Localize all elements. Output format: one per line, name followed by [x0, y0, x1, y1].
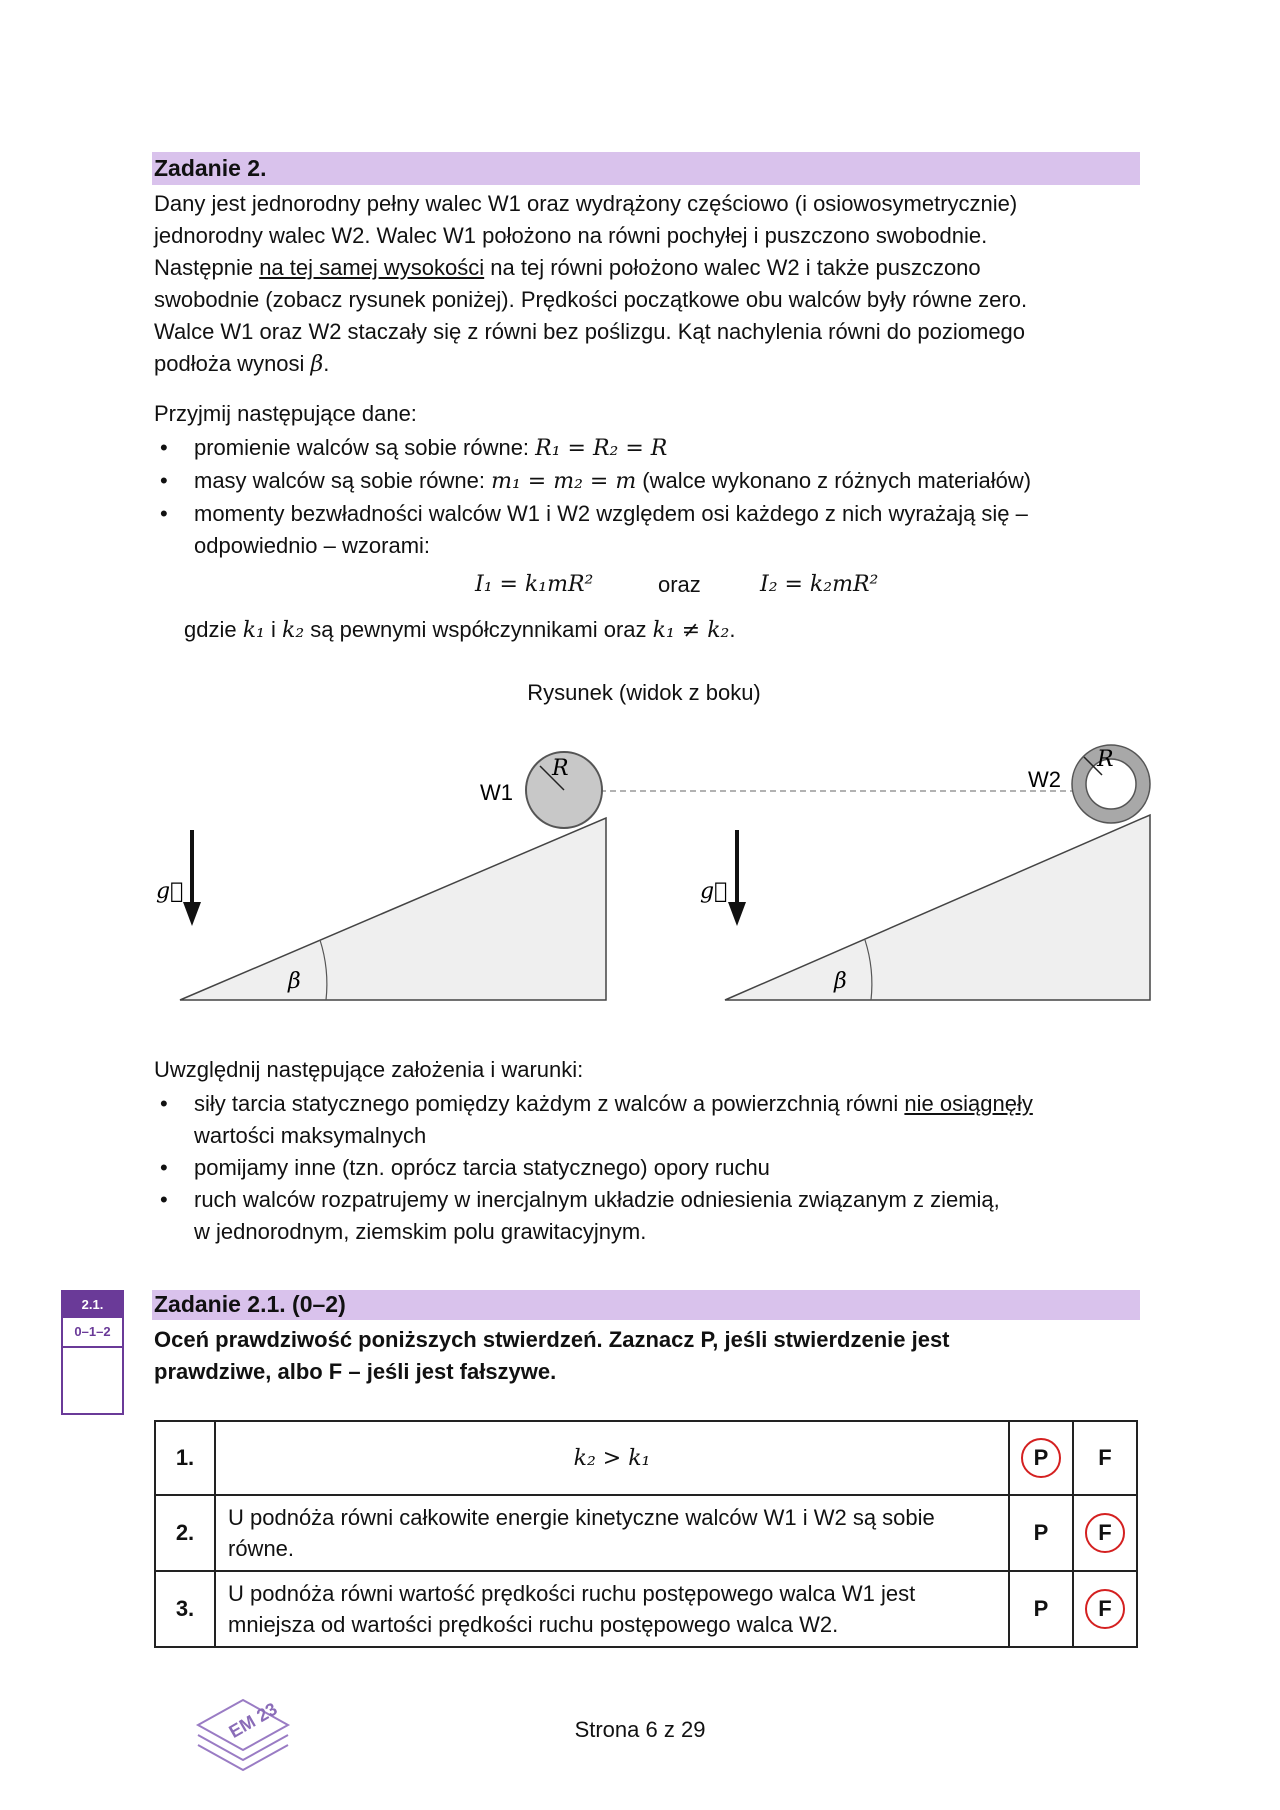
row-number: 2. — [155, 1495, 215, 1571]
list-item: • ruch walców rozpatrujemy w inercjalnym układzie odniesienia związanym z ziemią, w jednorodnym, ziemskim polu grawitacyjnym. — [154, 1184, 1134, 1248]
angle-label-right: β — [834, 969, 847, 994]
gravity-arrowhead-right — [728, 902, 746, 926]
figure-caption: Rysunek (widok z boku) — [527, 680, 761, 705]
statement-text: U podnóża równi całkowite energie kinetyczne walców W1 i W2 są sobie równe. — [228, 1505, 935, 1561]
option-p[interactable]: P — [1009, 1571, 1073, 1647]
list-item: • pomijamy inne (tzn. oprócz tarcia statycznego) opory ruchu — [154, 1152, 1134, 1184]
where-line: gdzie k₁ i k₂ są pewnymi współczynnikami oraz k₁ ≠ k₂. — [184, 617, 736, 643]
data-list — [154, 432, 1114, 562]
list-item: • momenty bezwładności walców W1 i W2 względem osi każdego z nich wyrażają się – odpowiednio – wzorami: — [154, 498, 1114, 562]
radius-label-w2: R — [1097, 747, 1114, 772]
formula-2: I₂ = k₂mR² — [760, 572, 879, 597]
selected-mark[interactable]: P — [1021, 1438, 1061, 1478]
table-row — [155, 1421, 1137, 1495]
row-number: 1. — [155, 1421, 215, 1495]
data-intro: Przyjmij następujące dane: — [154, 401, 417, 426]
score-box-number: 2.1. — [63, 1292, 122, 1318]
answer-table — [154, 1420, 1138, 1648]
score-box — [61, 1290, 124, 1415]
option-f[interactable] — [1073, 1571, 1137, 1647]
list-item: • masy walców są sobie równe: m₁ = m₂ = m (walce wykonano z różnych materiałów) — [154, 465, 1114, 498]
incline-left — [180, 818, 606, 1000]
statement-text: k₂ > k₁ — [573, 1446, 651, 1471]
formula-1: I₁ = k₁mR² — [475, 572, 594, 597]
gravity-arrowhead-left — [183, 902, 201, 926]
subtask-instructions: Oceń prawdziwość poniższych stwierdzeń. Zaznacz P, jeśli stwierdzenie jest prawdziwe, albo F – jeśli jest fałszywe. — [154, 1327, 950, 1384]
table-row — [155, 1495, 1137, 1571]
task-description: Dany jest jednorodny pełny walec W1 oraz wydrążony częściowo (i osiowosymetrycznie) jednorodny walec W2. Walec W1 położono na równi pochyłej i puszczono swobodnie. Następnie na tej samej wysokości na tej równi położono walec W2 i także puszczono swobodnie (zobacz rysunek poniżej). Prędkości początkowe obu walców były równe zero. Walce W1 oraz W2 staczały się z równi bez poślizgu. Kąt nachylenia równi do poziomego podłoża wynosi β. — [154, 191, 1028, 377]
statement-text: U podnóża równi wartość prędkości ruchu postępowego walca W1 jest mniejsza od wartości prędkości ruchu postępowego walca W2. — [228, 1581, 916, 1637]
subtask-title: Zadanie 2.1. (0–2) — [154, 1291, 346, 1317]
logo-text: EM 23 — [225, 1698, 281, 1743]
option-p[interactable]: P — [1009, 1495, 1073, 1571]
score-box-points: 0–1–2 — [63, 1318, 122, 1348]
assumptions-intro: Uwzględnij następujące założenia i warunki: — [154, 1057, 584, 1082]
selected-mark[interactable]: F — [1085, 1589, 1125, 1629]
w1-label: W1 — [480, 780, 513, 805]
gravity-label-right: g⃗ — [700, 879, 728, 904]
formula-join: oraz — [658, 572, 701, 597]
incline-right — [725, 815, 1150, 1000]
task-header-bar — [152, 152, 1140, 185]
option-f[interactable] — [1073, 1495, 1137, 1571]
selected-mark[interactable]: F — [1085, 1513, 1125, 1553]
option-f[interactable]: F — [1073, 1421, 1137, 1495]
page-number: Strona 6 z 29 — [574, 1717, 706, 1742]
statement-cell — [215, 1421, 1009, 1495]
gravity-label-left: g⃗ — [156, 879, 184, 904]
statement-cell — [215, 1495, 1009, 1571]
incline-figure — [0, 730, 1280, 1030]
radius-label-w1: R — [552, 756, 569, 781]
w2-label: W2 — [1028, 767, 1061, 792]
list-item: • siły tarcia statycznego pomiędzy każdym z walców a powierzchnią równi nie osiągnęły wartości maksymalnych — [154, 1088, 1134, 1152]
option-p[interactable] — [1009, 1421, 1073, 1495]
task-title: Zadanie 2. — [154, 155, 267, 181]
list-item: • promienie walców są sobie równe: R₁ = R₂ = R — [154, 432, 1114, 465]
score-box-field[interactable] — [63, 1348, 122, 1413]
angle-label-left: β — [288, 969, 301, 994]
statement-cell — [215, 1571, 1009, 1647]
table-row — [155, 1571, 1137, 1647]
row-number: 3. — [155, 1571, 215, 1647]
formula-row — [0, 572, 1280, 608]
assumptions-list — [154, 1088, 1134, 1248]
